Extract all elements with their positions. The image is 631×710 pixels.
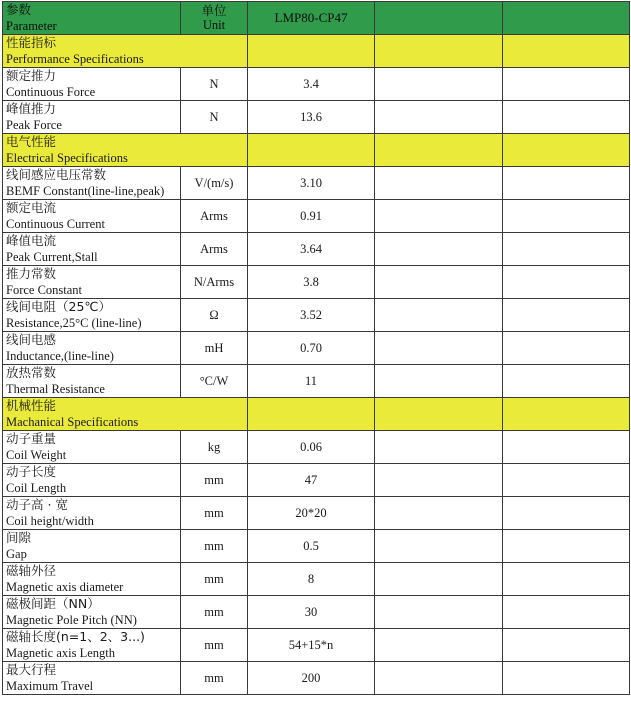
unit-cell: mm — [181, 464, 248, 497]
value-cell: 3.8 — [248, 266, 375, 299]
param-cell — [3, 167, 181, 200]
empty-cell — [375, 662, 503, 695]
section-cell — [375, 35, 503, 68]
section-cell — [503, 398, 630, 431]
section-mechanical — [3, 398, 630, 431]
empty-cell — [503, 233, 630, 266]
param-zh: 推力常数 — [6, 266, 57, 281]
param-zh: 放热常数 — [6, 365, 57, 380]
value-cell: 30 — [248, 596, 375, 629]
table-row — [3, 563, 630, 596]
param-zh: 磁轴长度(n=1、2、3...) — [6, 629, 145, 644]
empty-cell — [375, 101, 503, 134]
table-row — [3, 365, 630, 398]
param-en: Continuous Current — [6, 217, 105, 231]
unit-cell: Ω — [181, 299, 248, 332]
empty-cell — [375, 629, 503, 662]
table-row — [3, 629, 630, 662]
table-row — [3, 266, 630, 299]
unit-cell: N — [181, 101, 248, 134]
param-en: Coil Length — [6, 481, 67, 495]
param-zh: 峰值推力 — [6, 101, 57, 116]
value-cell: 13.6 — [248, 101, 375, 134]
header-parameter — [3, 2, 181, 35]
empty-cell — [503, 101, 630, 134]
section-en: Electrical Specifications — [6, 151, 128, 165]
table-row — [3, 233, 630, 266]
table-row — [3, 68, 630, 101]
empty-cell — [503, 200, 630, 233]
empty-cell — [503, 596, 630, 629]
unit-cell: mm — [181, 497, 248, 530]
table-row — [3, 497, 630, 530]
param-cell — [3, 662, 181, 695]
param-en: Coil Weight — [6, 448, 67, 462]
empty-cell — [503, 167, 630, 200]
empty-cell — [375, 497, 503, 530]
value-cell: 20*20 — [248, 497, 375, 530]
param-zh: 最大行程 — [6, 662, 57, 677]
param-cell — [3, 530, 181, 563]
param-en: Inductance,(line-line) — [6, 349, 114, 363]
unit-cell: mH — [181, 332, 248, 365]
section-label — [3, 398, 248, 431]
param-zh: 线间电感 — [6, 332, 57, 347]
param-zh: 线间电阻（25℃） — [6, 299, 111, 314]
param-en: Coil height/width — [6, 514, 94, 528]
header-model: LMP80-CP47 — [248, 2, 375, 35]
unit-cell: kg — [181, 431, 248, 464]
empty-cell — [503, 629, 630, 662]
header-empty-2 — [503, 2, 630, 35]
value-cell: 3.4 — [248, 68, 375, 101]
param-cell — [3, 233, 181, 266]
section-en: Machanical Specifications — [6, 415, 139, 429]
section-label — [3, 134, 248, 167]
param-zh: 峰值电流 — [6, 233, 57, 248]
param-en: Gap — [6, 547, 27, 561]
param-en: Resistance,25°C (line-line) — [6, 316, 142, 330]
section-electrical — [3, 134, 630, 167]
value-cell: 54+15*n — [248, 629, 375, 662]
unit-cell: °C/W — [181, 365, 248, 398]
section-label — [3, 35, 248, 68]
section-cell — [248, 35, 375, 68]
value-cell: 0.70 — [248, 332, 375, 365]
param-zh: 额定电流 — [6, 200, 57, 215]
empty-cell — [375, 167, 503, 200]
section-en: Performance Specifications — [6, 52, 144, 66]
param-cell — [3, 431, 181, 464]
param-cell — [3, 629, 181, 662]
table-row — [3, 167, 630, 200]
param-en: Thermal Resistance — [6, 382, 105, 396]
param-en: Magnetic axis Length — [6, 646, 115, 660]
value-cell: 0.06 — [248, 431, 375, 464]
unit-cell: Arms — [181, 200, 248, 233]
empty-cell — [375, 464, 503, 497]
empty-cell — [503, 464, 630, 497]
param-zh: 动子重量 — [6, 431, 57, 446]
table-row — [3, 332, 630, 365]
param-en: Magnetic axis diameter — [6, 580, 124, 594]
section-cell — [503, 134, 630, 167]
unit-cell: mm — [181, 530, 248, 563]
param-cell — [3, 68, 181, 101]
section-cell — [248, 134, 375, 167]
table-row — [3, 431, 630, 464]
empty-cell — [375, 431, 503, 464]
param-en: Maximum Travel — [6, 679, 94, 693]
value-cell: 11 — [248, 365, 375, 398]
header-empty-1 — [375, 2, 503, 35]
empty-cell — [375, 266, 503, 299]
empty-cell — [503, 266, 630, 299]
param-cell — [3, 266, 181, 299]
param-zh: 磁极间距（NN） — [6, 596, 100, 611]
unit-cell: V/(m/s) — [181, 167, 248, 200]
param-cell — [3, 497, 181, 530]
value-cell: 0.5 — [248, 530, 375, 563]
param-zh: 额定推力 — [6, 68, 57, 83]
empty-cell — [375, 530, 503, 563]
empty-cell — [375, 299, 503, 332]
param-cell — [3, 332, 181, 365]
empty-cell — [503, 563, 630, 596]
table-row — [3, 530, 630, 563]
param-cell — [3, 200, 181, 233]
section-zh: 性能指标 — [6, 35, 57, 50]
param-cell — [3, 101, 181, 134]
empty-cell — [375, 365, 503, 398]
unit-cell: mm — [181, 629, 248, 662]
header-param-zh: 参数 — [6, 2, 32, 17]
empty-cell — [503, 299, 630, 332]
empty-cell — [503, 332, 630, 365]
param-cell — [3, 563, 181, 596]
param-zh: 间隙 — [6, 530, 32, 545]
unit-cell: mm — [181, 662, 248, 695]
value-cell: 200 — [248, 662, 375, 695]
value-cell: 47 — [248, 464, 375, 497]
section-cell — [248, 398, 375, 431]
table-row — [3, 596, 630, 629]
param-zh: 线间感应电压常数 — [6, 167, 107, 182]
param-zh: 磁轴外径 — [6, 563, 57, 578]
unit-cell: N/Arms — [181, 266, 248, 299]
header-row — [3, 2, 630, 35]
empty-cell — [375, 563, 503, 596]
value-cell: 3.52 — [248, 299, 375, 332]
empty-cell — [375, 200, 503, 233]
empty-cell — [503, 68, 630, 101]
unit-cell: N — [181, 68, 248, 101]
section-cell — [375, 398, 503, 431]
param-en: Force Constant — [6, 283, 83, 297]
param-cell — [3, 299, 181, 332]
section-cell — [503, 35, 630, 68]
param-en: Magnetic Pole Pitch (NN) — [6, 613, 137, 627]
empty-cell — [375, 332, 503, 365]
section-zh: 机械性能 — [6, 398, 57, 413]
empty-cell — [503, 497, 630, 530]
empty-cell — [503, 662, 630, 695]
header-unit-zh: 单位 — [201, 3, 227, 18]
header-unit-en: Unit — [202, 18, 226, 32]
table-row — [3, 299, 630, 332]
table-row — [3, 464, 630, 497]
table-row — [3, 662, 630, 695]
value-cell: 0.91 — [248, 200, 375, 233]
value-cell: 8 — [248, 563, 375, 596]
value-cell: 3.64 — [248, 233, 375, 266]
param-cell — [3, 464, 181, 497]
empty-cell — [375, 596, 503, 629]
unit-cell: mm — [181, 596, 248, 629]
section-cell — [375, 134, 503, 167]
table-row — [3, 200, 630, 233]
empty-cell — [375, 68, 503, 101]
param-zh: 动子高 · 宽 — [6, 497, 68, 512]
spec-table — [2, 1, 630, 695]
param-zh: 动子长度 — [6, 464, 57, 479]
header-unit — [181, 2, 248, 35]
empty-cell — [375, 233, 503, 266]
empty-cell — [503, 431, 630, 464]
section-zh: 电气性能 — [6, 134, 57, 149]
section-performance — [3, 35, 630, 68]
param-en: Peak Force — [6, 118, 62, 132]
header-param-en: Parameter — [6, 19, 57, 33]
table-row — [3, 101, 630, 134]
unit-cell: Arms — [181, 233, 248, 266]
param-cell — [3, 365, 181, 398]
value-cell: 3.10 — [248, 167, 375, 200]
param-cell — [3, 596, 181, 629]
param-en: Continuous Force — [6, 85, 96, 99]
param-en: BEMF Constant(line-line,peak) — [6, 184, 165, 198]
empty-cell — [503, 365, 630, 398]
param-en: Peak Current,Stall — [6, 250, 98, 264]
empty-cell — [503, 530, 630, 563]
unit-cell: mm — [181, 563, 248, 596]
